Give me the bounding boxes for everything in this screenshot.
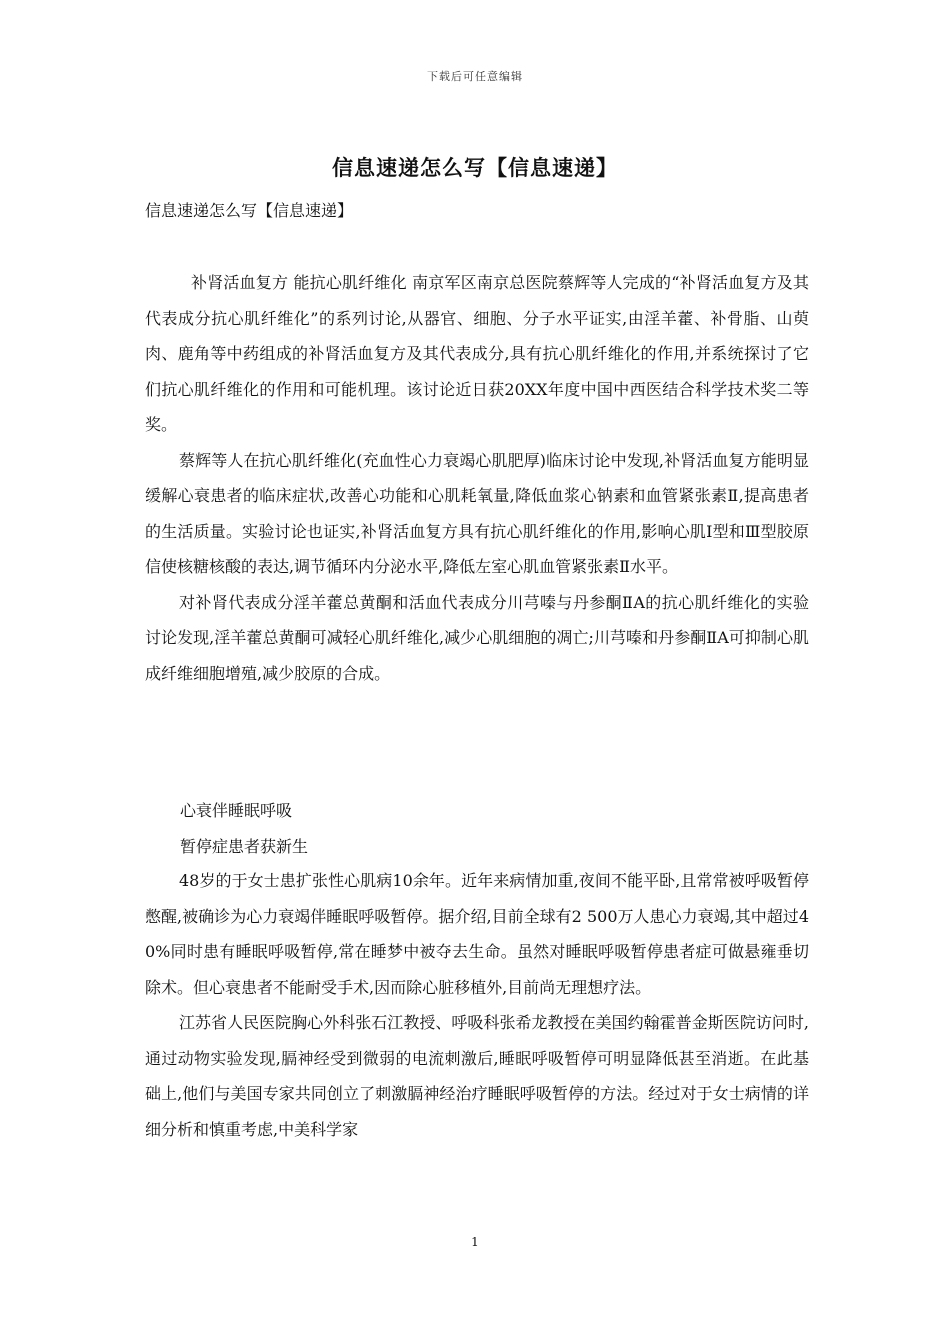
section-2-heading-line-1: 心衰伴睡眠呼吸 xyxy=(180,801,293,820)
page-number: 1 xyxy=(471,1235,479,1249)
paragraph-1: 补肾活血复方 能抗心肌纤维化 南京军区南京总医院蔡辉等人完成的“补肾活血复方及其代表成分抗心肌纤维化”的系列讨论,从器官、细胞、分子水平证实,由淫羊藿、补骨脂、山萸肉、鹿角等中药组成的补肾活血复方及其代表成分,具有抗心肌纤维化的作用,并系统探讨了它们抗心肌纤维化的作用和可能机理。该讨论近日获20XX年度中国中西医结合科学技术奖二等奖。 xyxy=(145,273,809,434)
section-2-body xyxy=(145,863,809,1147)
paragraph-3: 对补肾代表成分淫羊藿总黄酮和活血代表成分川芎嗪与丹参酮ⅡA的抗心肌纤维化的实验讨论发现,淫羊藿总黄酮可减轻心肌纤维化,减少心肌细胞的凋亡;川芎嗪和丹参酮ⅡA可抑制心肌成纤维细胞增殖,减少胶原的合成。 xyxy=(145,592,809,683)
document-subtitle: 信息速递怎么写【信息速递】 xyxy=(145,201,354,220)
header-note: 下载后可任意编辑 xyxy=(427,70,523,83)
paragraph-2: 蔡辉等人在抗心肌纤维化(充血性心力衰竭心肌肥厚)临床讨论中发现,补肾活血复方能明显缓解心衰患者的临床症状,改善心功能和心肌耗氧量,降低血浆心钠素和血管紧张素Ⅱ,提高患者的生活质量。实验讨论也证实,补肾活血复方具有抗心肌纤维化的作用,影响心肌Ⅰ型和Ⅲ型胶原信使核糖核酸的表达,调节循环内分泌水平,降低左室心肌血管紧张素Ⅱ水平。 xyxy=(145,450,809,576)
section-2-heading-line-2: 暂停症患者获新生 xyxy=(180,837,309,856)
section-1-body xyxy=(145,265,809,691)
document-title: 信息速递怎么写【信息速递】 xyxy=(332,155,618,180)
paragraph-4: 48岁的于女士患扩张性心肌病10余年。近年来病情加重,夜间不能平卧,且常常被呼吸暂停憋醒,被确诊为心力衰竭伴睡眠呼吸暂停。据介绍,目前全球有2 500万人患心力衰竭,其中超过40%同时患有睡眠呼吸暂停,常在睡梦中被夺去生命。虽然对睡眠呼吸暂停患者症可做悬雍垂切除术。但心衰患者不能耐受手术,因而除心脏移植外,目前尚无理想疗法。 xyxy=(145,871,809,997)
paragraph-5: 江苏省人民医院胸心外科张石江教授、呼吸科张希龙教授在美国约翰霍普金斯医院访问时,通过动物实验发现,膈神经受到微弱的电流刺激后,睡眠呼吸暂停可明显降低甚至消逝。在此基础上,他们与美国专家共同创立了刺激膈神经治疗睡眠呼吸暂停的方法。经过对于女士病情的详细分析和慎重考虑,中美科学家 xyxy=(145,1013,809,1139)
